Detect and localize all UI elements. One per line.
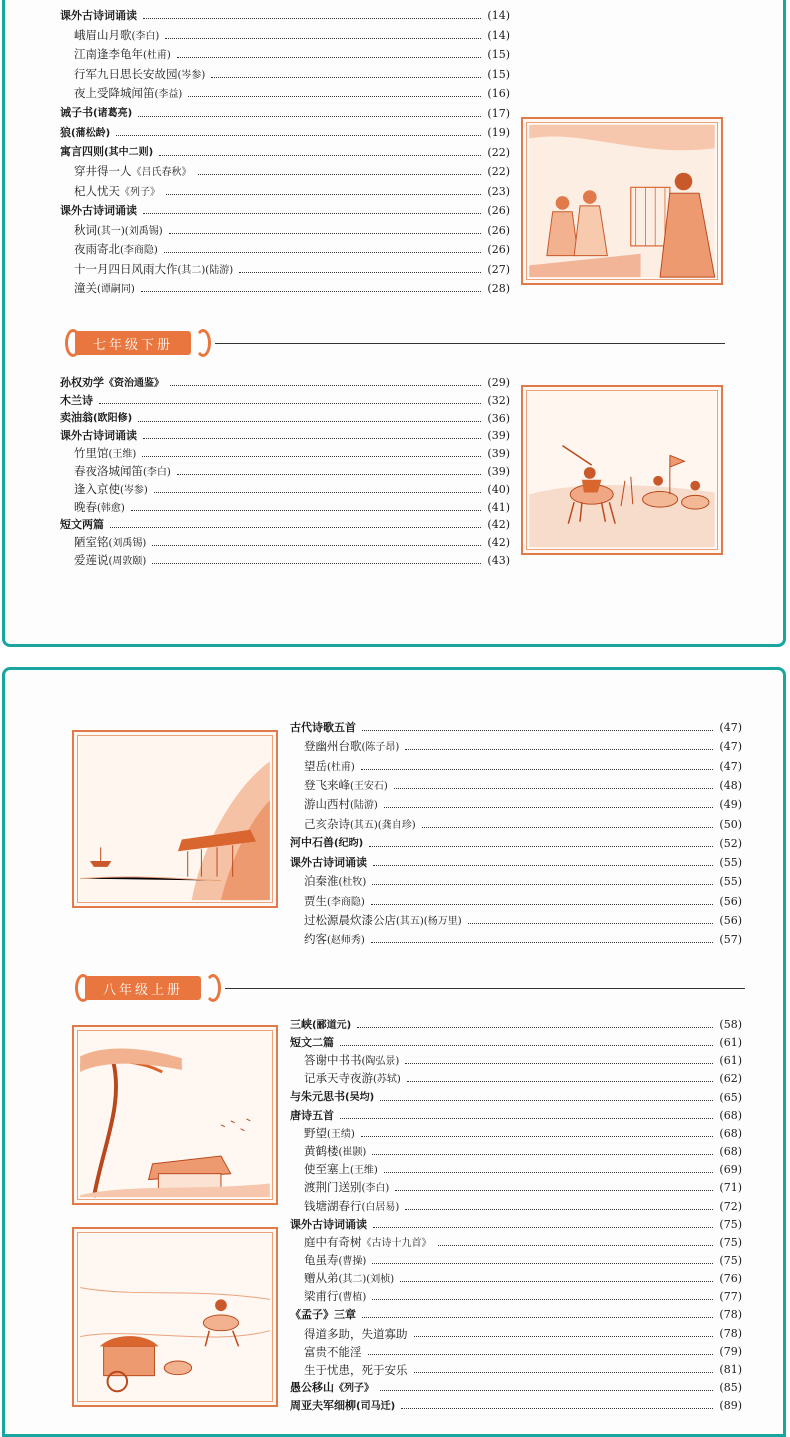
- entry-title: 得道多助，失道寡助: [304, 1326, 408, 1341]
- entry-author: (李商隐): [120, 245, 158, 256]
- dot-leader: [414, 1371, 714, 1373]
- page-number: (75): [719, 1253, 742, 1267]
- scroll-ornament-right: [205, 974, 221, 1002]
- entry-title: 河中石兽(纪昀): [290, 836, 364, 850]
- entry-author: (诸葛亮): [93, 108, 133, 119]
- entry-author: (王维): [108, 449, 137, 461]
- page-number: (27): [487, 262, 510, 276]
- entry-author: 《吕氏春秋》: [131, 167, 192, 178]
- toc-entry-subitem: [290, 1325, 742, 1343]
- entry-title: 短文二篇: [290, 1036, 334, 1050]
- illustration-tree-and-village: [72, 1025, 278, 1205]
- dot-leader: [384, 1171, 714, 1173]
- toc-entry-lesson: [290, 1089, 742, 1107]
- toc-entry-subitem: [290, 1234, 742, 1252]
- page-number: (78): [719, 1326, 742, 1340]
- page-number: (75): [719, 1217, 742, 1231]
- page-number: (14): [487, 28, 510, 42]
- entry-author: (其中二则): [104, 147, 154, 158]
- dot-leader: [340, 1044, 713, 1046]
- entry-author: (杜甫): [327, 761, 355, 773]
- page-number: (47): [719, 759, 742, 773]
- toc-entry-subitem: [290, 1125, 742, 1143]
- entry-author: (岑参): [177, 69, 206, 81]
- toc-list: [290, 670, 742, 1430]
- entry-title: 逢入京使(岑参): [74, 481, 148, 496]
- page-number: (17): [487, 106, 510, 120]
- entry-title: 《孟子》三章: [290, 1308, 356, 1322]
- entry-author: (曹植): [338, 1292, 367, 1304]
- page-number: (58): [719, 1018, 742, 1031]
- entry-title: 春夜洛城闻笛(李白): [74, 464, 171, 478]
- toc-entry-subitem: [60, 534, 510, 552]
- entry-author: (曹操): [338, 1255, 367, 1267]
- toc-entry-lesson: [290, 1306, 742, 1324]
- illustration-drawing: [74, 1229, 276, 1405]
- dot-leader: [357, 1026, 713, 1028]
- entry-title: 穿井得一人《吕氏春秋》: [74, 164, 192, 178]
- toc-entry-subitem: [290, 1070, 742, 1088]
- page-number: (22): [487, 145, 510, 159]
- illustration-drawing: [523, 119, 721, 283]
- entry-author: (谭嗣同): [97, 284, 135, 295]
- dot-leader: [154, 491, 482, 493]
- illustration-cavalry-battle: [521, 385, 723, 555]
- entry-title: 古代诗歌五首: [290, 721, 356, 734]
- entry-author: (王安石): [350, 780, 388, 792]
- toc-entry-subitem: [290, 1288, 742, 1306]
- toc-entry-lesson: [60, 410, 510, 428]
- page-number: (14): [487, 9, 510, 22]
- entry-author: (陆游): [350, 800, 378, 812]
- page-number: (40): [487, 482, 510, 496]
- page-number: (19): [487, 126, 510, 139]
- entry-author: 《古诗十九首》: [361, 1237, 432, 1249]
- entry-title: 狼(蒲松龄): [60, 125, 111, 139]
- page-number: (61): [719, 1036, 742, 1050]
- entry-title: 过松源晨炊漆公店(其五)(杨万里): [304, 913, 462, 927]
- page-number: (39): [487, 429, 510, 443]
- entry-author: (陈子昂): [361, 742, 400, 754]
- entry-title: 赠从弟(其二)(刘桢): [304, 1271, 395, 1286]
- page-number: (23): [487, 184, 510, 198]
- entry-title: 野望(王绩): [304, 1125, 355, 1140]
- dot-leader: [99, 402, 481, 404]
- entry-title: 陋室铭(刘禹锡): [74, 535, 147, 550]
- dot-leader: [368, 1353, 714, 1355]
- entry-title: 三峡(郦道元): [290, 1017, 352, 1031]
- entry-title: 渡荆门送别(李白): [304, 1180, 390, 1195]
- entry-author: (周敦颐): [108, 556, 147, 567]
- page-number: (52): [719, 836, 742, 850]
- entry-author: (李益): [154, 89, 183, 100]
- page-number: (85): [719, 1381, 742, 1394]
- page-number: (26): [487, 243, 510, 256]
- page-number: (89): [719, 1399, 742, 1413]
- page-number: (15): [487, 48, 510, 61]
- toc-entry-lesson: [290, 1379, 742, 1397]
- page-number: (47): [719, 740, 742, 754]
- entry-author: (赵师秀): [327, 935, 365, 947]
- dot-leader: [405, 1062, 713, 1064]
- entry-author: (司马迁): [356, 1400, 396, 1412]
- toc-entry-subitem: [60, 552, 510, 570]
- dot-leader: [131, 509, 482, 511]
- entry-author: (李商隐): [327, 896, 365, 908]
- page-number: (78): [719, 1308, 742, 1322]
- entry-title: 卖油翁(欧阳修): [60, 411, 133, 425]
- entry-title: 诫子书(诸葛亮): [60, 106, 133, 119]
- dot-leader: [170, 384, 481, 386]
- entry-title: 约客(赵师秀): [304, 932, 365, 947]
- entry-author: (王维): [350, 1165, 378, 1177]
- entry-title: 钱塘湖春行(白居易): [304, 1198, 400, 1213]
- toc-entry-lesson: [290, 1397, 742, 1415]
- dot-leader: [373, 1226, 713, 1228]
- page-number: (47): [719, 721, 742, 734]
- entry-author: (刘禹锡): [108, 538, 147, 550]
- toc-entry-subitem: [290, 1252, 742, 1270]
- toc-entry-subitem: [60, 463, 510, 481]
- toc-list: [60, 0, 510, 590]
- illustration-drawing: [74, 1027, 276, 1203]
- page-number: (77): [719, 1290, 742, 1304]
- toc-panel-bottom: [2, 667, 786, 1437]
- entry-title: 寓言四则(其中二则): [60, 145, 154, 158]
- toc-entry-subitem: [60, 481, 510, 499]
- entry-title: 庭中有奇树《古诗十九首》: [304, 1234, 432, 1249]
- dot-leader: [380, 1099, 713, 1101]
- toc-entry-lesson: [60, 427, 510, 445]
- entry-author: (杜牧): [338, 877, 367, 889]
- entry-title: 杞人忧天《列子》: [74, 183, 160, 198]
- page-number: (26): [487, 223, 510, 237]
- entry-title: 短文两篇: [60, 518, 104, 532]
- page-number: (68): [719, 1108, 742, 1122]
- entry-author: 《列子》: [120, 186, 160, 198]
- entry-author: (欧阳修): [93, 413, 133, 425]
- toc-entry-subitem: [290, 1052, 742, 1070]
- dot-leader: [110, 526, 481, 528]
- entry-title: 唐诗五首: [290, 1108, 334, 1122]
- entry-title: 夜雨寄北(李商隐): [74, 242, 158, 256]
- page-number: (68): [719, 1145, 742, 1159]
- entry-title: 课外古诗词诵读: [290, 856, 367, 870]
- page-number: (39): [487, 447, 510, 461]
- dot-leader: [340, 1117, 713, 1119]
- page-number: (15): [487, 67, 510, 81]
- entry-title: 竹里馆(王维): [74, 446, 137, 461]
- entry-title: 登幽州台歌(陈子昂): [304, 739, 400, 754]
- entry-title: 夜上受降城闻笛(李益): [74, 86, 183, 100]
- page-number: (22): [487, 165, 510, 178]
- entry-title: 游山西村(陆游): [304, 797, 378, 812]
- toc-entry-lesson: [60, 392, 510, 410]
- entry-author: (杜甫): [143, 50, 171, 61]
- dot-leader: [138, 420, 481, 422]
- entry-title: 晚春(韩愈): [74, 499, 125, 514]
- toc-entry-subitem: [290, 1198, 742, 1216]
- page-number: (28): [487, 282, 510, 295]
- toc-entry-subitem: [290, 1179, 742, 1197]
- page-number: (48): [719, 778, 742, 792]
- entry-author: (崔颢): [338, 1147, 367, 1159]
- page-number: (26): [487, 204, 510, 217]
- page-number: (72): [719, 1199, 742, 1213]
- dot-leader: [372, 1262, 713, 1264]
- toc-entry-lesson: [290, 1216, 742, 1234]
- toc-entry-lesson: [60, 374, 510, 392]
- entry-title: 爱莲说(周敦颐): [74, 553, 147, 567]
- page-number: (56): [719, 914, 742, 927]
- entry-title: 秋词(其一)(刘禹锡): [74, 222, 163, 237]
- toc-entry-subitem: [290, 1143, 742, 1161]
- grade-label: 七年级下册: [75, 331, 191, 355]
- page-number: (56): [719, 894, 742, 908]
- entry-author: (其二)(陆游): [177, 264, 234, 276]
- dot-leader: [177, 473, 482, 475]
- entry-title: 使至塞上(王维): [304, 1162, 378, 1177]
- entry-title: 记承天寺夜游(苏轼): [304, 1071, 401, 1086]
- page-number: (49): [719, 798, 742, 812]
- page-number: (36): [487, 411, 510, 425]
- page-number: (29): [487, 376, 510, 389]
- toc-entry-lesson: [60, 516, 510, 534]
- dot-leader: [405, 1208, 713, 1210]
- entry-author: (陶弘景): [361, 1056, 400, 1068]
- page-number: (42): [487, 518, 510, 532]
- page-number: (68): [719, 1126, 742, 1140]
- grade-label: 八年级上册: [85, 976, 201, 1000]
- page-number: (62): [719, 1072, 742, 1086]
- page-number: (65): [719, 1090, 742, 1104]
- entry-title: 峨眉山月歌(李白): [74, 27, 160, 42]
- page-number: (76): [719, 1272, 742, 1286]
- entry-author: (其五)(龚自珍): [350, 819, 416, 831]
- entry-title: 富贵不能淫: [304, 1344, 362, 1359]
- page-number: (41): [487, 500, 510, 514]
- dot-leader: [400, 1280, 713, 1282]
- entry-author: 《资治通鉴》: [104, 377, 164, 389]
- toc-entry-lesson: [290, 1107, 742, 1125]
- illustration-drawing: [523, 387, 721, 553]
- illustration-drawing: [74, 732, 276, 906]
- dot-leader: [372, 1153, 713, 1155]
- toc-entry-subitem: [290, 1270, 742, 1288]
- page-number: (16): [487, 87, 510, 100]
- entry-author: (纪昀): [334, 838, 364, 850]
- toc-entry-subitem: [290, 1161, 742, 1179]
- entry-title: 课外古诗词诵读: [60, 204, 137, 217]
- dot-leader: [380, 1389, 713, 1391]
- entry-author: (其五)(杨万里): [396, 916, 462, 927]
- page-number: (81): [719, 1362, 742, 1376]
- entry-title: 十一月四日风雨大作(其二)(陆游): [74, 261, 234, 276]
- page-number: (42): [487, 536, 510, 550]
- dot-leader: [152, 544, 481, 546]
- entry-title: 黄鹤楼(崔颢): [304, 1144, 367, 1159]
- entry-author: (白居易): [361, 1201, 400, 1213]
- dot-leader: [438, 1244, 714, 1246]
- illustration-horse-carriage: [72, 1227, 278, 1407]
- entry-title: 梁甫行(曹植): [304, 1289, 367, 1304]
- toc-entry-subitem: [290, 1343, 742, 1361]
- entry-author: (其一)(刘禹锡): [97, 225, 163, 237]
- dot-leader: [142, 455, 481, 457]
- entry-author: (其二)(刘桢): [338, 1274, 395, 1286]
- toc-entry-subitem: [60, 445, 510, 463]
- entry-author: (李白): [143, 467, 171, 478]
- toc-entry-subitem: [290, 1361, 742, 1379]
- illustration-courtyard-scene: [521, 117, 723, 285]
- entry-author: (岑参): [120, 484, 148, 496]
- entry-title: 答谢中书书(陶弘景): [304, 1053, 400, 1068]
- dot-leader: [414, 1335, 714, 1337]
- page-number: (43): [487, 554, 510, 567]
- toc-entry-lesson: [290, 1034, 742, 1052]
- page-number: (57): [719, 933, 742, 947]
- page-number: (32): [487, 393, 510, 407]
- dot-leader: [372, 1298, 713, 1300]
- toc-panel-top: [2, 0, 786, 647]
- entry-author: (韩愈): [97, 502, 125, 514]
- entry-author: (郦道元): [312, 1019, 352, 1031]
- entry-title: 龟虽寿(曹操): [304, 1252, 367, 1267]
- page-number: (69): [719, 1163, 742, 1177]
- page-number: (79): [719, 1344, 742, 1358]
- dot-leader: [407, 1080, 714, 1082]
- toc-entry-lesson: [290, 1016, 742, 1034]
- dot-leader: [143, 437, 481, 439]
- entry-title: 课外古诗词诵读: [290, 1217, 367, 1231]
- page-number: (55): [719, 875, 742, 889]
- dot-leader: [362, 1316, 713, 1318]
- toc-entry-subitem: [60, 499, 510, 517]
- entry-author: (李白): [131, 30, 160, 42]
- dot-leader: [401, 1407, 713, 1409]
- entry-title: 孙权劝学《资治通鉴》: [60, 375, 164, 389]
- page-number: (61): [719, 1054, 742, 1068]
- entry-author: (吴均): [345, 1092, 375, 1104]
- entry-title: 泊秦淮(杜牧): [304, 874, 367, 889]
- dot-leader: [395, 1189, 713, 1191]
- entry-title: 江南逢李龟年(杜甫): [74, 47, 171, 61]
- entry-title: 生于忧患，死于安乐: [304, 1362, 408, 1377]
- entry-author: (蒲松龄): [71, 127, 111, 139]
- entry-title: 行军九日思长安故园(岑参): [74, 66, 206, 81]
- entry-title: 潼关(谭嗣同): [74, 281, 135, 295]
- entry-title: 登飞来峰(王安石): [304, 777, 388, 792]
- entry-title: 木兰诗: [60, 393, 93, 407]
- illustration-riverside-pavilion: [72, 730, 278, 908]
- entry-author: (李白): [361, 1183, 390, 1195]
- entry-title: 周亚夫军细柳(司马迁): [290, 1398, 396, 1412]
- entry-title: 望岳(杜甫): [304, 758, 355, 773]
- entry-title: 贾生(李商隐): [304, 893, 365, 908]
- page-number: (75): [719, 1235, 742, 1249]
- page-number: (39): [487, 465, 510, 478]
- entry-author: (苏轼): [373, 1074, 401, 1086]
- page-number: (71): [719, 1181, 742, 1195]
- page-number: (50): [719, 817, 742, 831]
- entry-title: 课外古诗词诵读: [60, 9, 137, 22]
- dot-leader: [152, 562, 481, 564]
- entry-title: 与朱元思书(吴均): [290, 1090, 375, 1104]
- entry-title: 愚公移山《列子》: [290, 1380, 374, 1394]
- entry-author: 《列子》: [334, 1382, 374, 1394]
- entry-title: 课外古诗词诵读: [60, 429, 137, 443]
- entry-author: (王绩): [327, 1128, 355, 1140]
- dot-leader: [361, 1135, 714, 1137]
- entry-title: 己亥杂诗(其五)(龚自珍): [304, 816, 416, 831]
- page-number: (55): [719, 856, 742, 870]
